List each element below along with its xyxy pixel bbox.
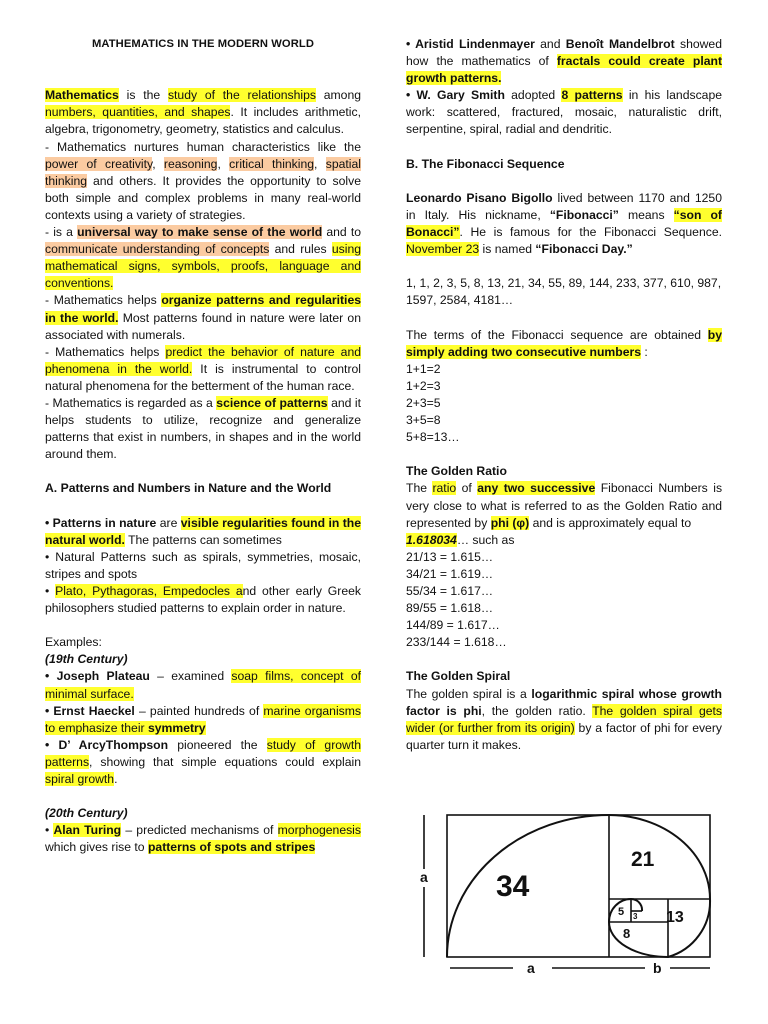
ratio-line: 34/21 = 1.619… (406, 566, 494, 581)
golden-spiral-curve (447, 815, 710, 957)
organize-paragraph: - Mathematics helps organize patterns and regularities in the world. Most patterns found in nature were later on associated with numerals. (45, 293, 361, 342)
square-3-label: 3 (633, 912, 638, 921)
natural-patterns-item: • Natural Patterns such as spirals, symmetries, mosaic, stripes and spots (45, 549, 361, 581)
thompson-item: • D’ ArcyThompson pioneered the study of growth patterns, showing that simple equations could explain spiral growth. (45, 737, 361, 787)
label-a-bottom: a (527, 960, 535, 976)
sum-line: 5+8=13… (406, 430, 460, 445)
golden-ratio-heading: The Golden Ratio (406, 464, 507, 479)
square-13-label: 13 (666, 909, 684, 926)
sum-line: 2+3=5 (406, 395, 441, 410)
section-a-heading: A. Patterns and Numbers in Nature and the World (45, 481, 332, 496)
ratio-line: 89/55 = 1.618… (406, 601, 494, 616)
patterns-nature-item: • Patterns in nature are visible regularities found in the natural world. The patterns can sometimes (45, 515, 361, 547)
sum-line: 1+2=3 (406, 378, 441, 393)
fibonacci-sequence: 1, 1, 2, 3, 5, 8, 13, 21, 34, 55, 89, 144, 233, 377, 610, 987, 1597, 2584, 4181… (406, 276, 722, 308)
century-19-label: (19th Century) (45, 652, 128, 667)
plateau-item: • Joseph Plateau – examined soap films, concept of minimal surface. (45, 669, 362, 701)
century-20-label: (20th Century) (45, 806, 128, 821)
sum-line: 3+5=8 (406, 413, 441, 428)
ratio-line: 55/34 = 1.617… (406, 584, 494, 598)
haeckel-item: • Ernst Haeckel – painted hundreds of marine organisms to emphasize their symmetry (45, 703, 362, 735)
section-b-heading: B. The Fibonacci Sequence (406, 156, 565, 171)
left-column (45, 36, 361, 857)
definition-paragraph: Mathematics is the study of the relationships among numbers, quantities, and shapes. It includes arithmetic, algebra, trigonometry, geometry, statistics and calculus. (45, 88, 362, 137)
label-a-side: a (420, 869, 428, 885)
outer-rectangle (447, 815, 710, 957)
lindenmayer-item: • Aristid Lindenmayer and Benoît Mandelbrot showed how the mathematics of fractals could create plant growth patterns. (406, 37, 722, 86)
turing-item: • Alan Turing – predicted mechanisms of morphogenesis which gives rise to patterns of spots and stripes (45, 823, 361, 855)
ratio-line: 21/13 = 1.615… (406, 549, 494, 564)
golden-ratio-paragraph: The ratio of any two successive Fibonacci Numbers is very close to what is referred to as the Golden Ratio and represented by phi (φ) and is approximately equal to (406, 481, 723, 530)
page-title: MATHEMATICS IN THE MODERN WORLD (91, 38, 315, 50)
examples-label: Examples: (45, 635, 102, 650)
terms-paragraph: The terms of the Fibonacci sequence are obtained by simply adding two consecutive numbers : (406, 327, 722, 359)
plato-item: • Plato, Pythagoras, Empedocles and other early Greek philosophers studied patterns to explain order in nature. (45, 584, 361, 616)
leonardo-paragraph: Leonardo Pisano Bigollo lived between 1170 and 1250 in Italy. His nickname, “Fibonacci” means “son of Bonacci”. He is famous for the Fibonacci Sequence. November 23 is named “Fibonacci Day.” (406, 190, 722, 257)
ratio-line: 144/89 = 1.617… (406, 618, 500, 633)
nurtures-paragraph: - Mathematics nurtures human characteristics like the power of creativity, reasoning, critical thinking, spatial thinking and others. It provides the opportunity to solve both simple and complex problems in many real-world contexts using a variety of strategies. (45, 139, 361, 222)
ratio-line: 233/144 = 1.618… (406, 635, 507, 650)
science-paragraph: - Mathematics is regarded as a science of patterns and it helps students to utilize, recognize and generalize patterns that exist in numbers, in shapes and in the world around them. (45, 395, 361, 462)
label-b-bottom: b (653, 960, 662, 976)
golden-spiral-figure (420, 812, 720, 984)
golden-ratio-value: 1.618034… such as (406, 532, 515, 547)
golden-spiral-heading: The Golden Spiral (406, 669, 511, 684)
sum-line: 1+1=2 (406, 361, 441, 376)
square-8-label: 8 (623, 926, 631, 941)
smith-item: • W. Gary Smith adopted 8 patterns in his landscape work: scattered, fractured, mosaic, naturalistic drift, serpentine, spiral, radial and dendritic. (406, 88, 722, 137)
square-5-label: 5 (618, 906, 625, 918)
universal-paragraph: - is a universal way to make sense of the world and to communicate understanding of concepts and rules using mathematical signs, symbols, proofs, language and conventions. (45, 225, 361, 291)
golden-spiral-paragraph: The golden spiral is a logarithmic spiral whose growth factor is phi, the golden ratio. The golden spiral gets wider (or further from its origin) by a factor of phi for every quarter turn it makes. (406, 686, 723, 752)
right-column (406, 36, 722, 754)
square-21-label: 21 (631, 848, 655, 871)
square-34-label: 34 (496, 870, 530, 903)
predict-paragraph: - Mathematics helps predict the behavior of nature and phenomena in the world. It is instrumental to control natural phenomena for the betterment of the human race. (45, 344, 362, 393)
